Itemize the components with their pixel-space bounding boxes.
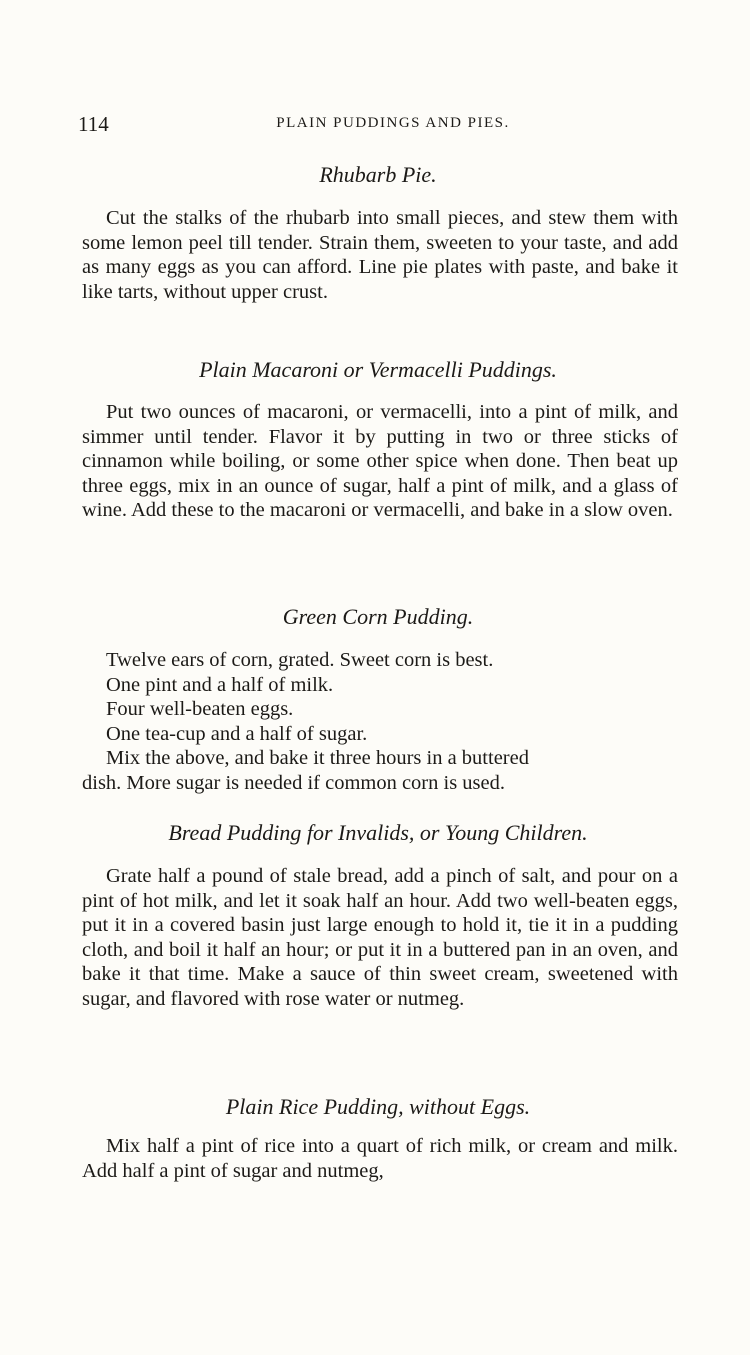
recipe-body-bread-pudding: Grate half a pound of stale bread, add a pinch of salt, and pour on a pint of hot milk, and let it soak half an hour. Add two well-beaten eggs, put it in a covered basin just large enough to hold it, tie it in a pudding cloth, and boil it half an hour; or put it in a buttered pan in an oven, and bake it that time. Make a sauce of thin sweet cream, sweetened with sugar, and flavored with rose water or nutmeg. bbox=[82, 865, 678, 1010]
ingredient-line: Twelve ears of corn, grated. Sweet corn is best. bbox=[106, 649, 494, 671]
recipe-title-macaroni-pudding: Plain Macaroni or Vermacelli Puddings. bbox=[199, 357, 557, 382]
ingredient-line: One tea-cup and a half of sugar. bbox=[106, 722, 368, 745]
recipe-title-green-corn-pudding: Green Corn Pudding. bbox=[282, 604, 474, 629]
recipe-title-rhubarb-pie: Rhubarb Pie. bbox=[319, 162, 437, 187]
recipe-body-green-corn-pudding bbox=[82, 648, 678, 796]
page-number: 114 bbox=[78, 112, 109, 136]
running-head bbox=[78, 112, 678, 142]
ingredient-line: One pint and a half of milk. bbox=[106, 673, 334, 696]
recipe-body-rhubarb-pie: Cut the stalks of the rhubarb into small pieces, and stew them with some lemon peel till tender. Strain them, sweeten to your taste, and add as many eggs as you can afford. Line pie plates with paste, and bake it like tarts, without upper crust. bbox=[82, 207, 678, 303]
recipe-body-macaroni-pudding: Put two ounces of macaroni, or vermacelli, into a pint of milk, and simmer until tender. Flavor it by putting in two or three sticks of cinnamon while boiling, or some other spice when done. Then beat up three eggs, mix in an ounce of sugar, half a pint of milk, and a glass of wine. Add these to the macaroni or vermacelli, and bake in a slow oven. bbox=[82, 401, 678, 522]
instruction-line: dish. More sugar is needed if common corn is used. bbox=[82, 771, 506, 794]
ingredient-line: Four well-beaten eggs. bbox=[106, 698, 294, 721]
recipe-title-bread-pudding: Bread Pudding for Invalids, or Young Children. bbox=[168, 820, 588, 845]
recipe-body-rice-pudding: Mix half a pint of rice into a quart of rich milk, or cream and milk. Add half a pint of sugar and nutmeg, bbox=[82, 1135, 678, 1182]
recipe-title-rice-pudding: Plain Rice Pudding, without Eggs. bbox=[225, 1094, 531, 1119]
running-title: PLAIN PUDDINGS AND PIES. bbox=[276, 115, 510, 131]
book-page bbox=[78, 0, 678, 1355]
instruction-line: Mix the above, and bake it three hours in a buttered bbox=[106, 747, 529, 770]
